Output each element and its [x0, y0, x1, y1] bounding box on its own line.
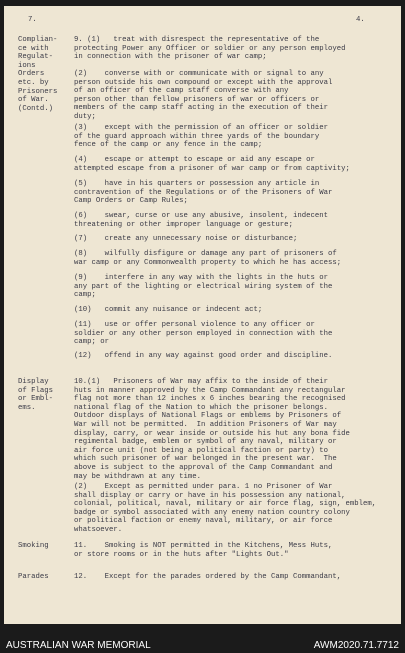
page-header-left: 7. — [28, 16, 37, 24]
regulation-paragraph: (3) except with the permission of an officer or soldier of the guard approach within three yards of the boundary fence of the camp or any fence in the camp; — [74, 124, 328, 150]
regulation-paragraph: (6) swear, curse or use any abusive, insolent, indecent threatening or other improper language or gesture; — [74, 212, 328, 229]
regulation-paragraph: (7) create any unnecessary noise or disturbance; — [74, 235, 298, 243]
footer-institution: AUSTRALIAN WAR MEMORIAL — [6, 640, 151, 651]
regulation-paragraph: 10.(1) Prisoners of War may affix to the inside of their huts in manner approved by the Camp Commandant any rectangular flag not more than 12 inches x 6 inches bearing the recognised national flag of the Nation to which the prisoner belongs. Outdoor displays of National Flags or emblems by Prisoners of War will not be permitted. In addition Prisoners of War may display, carry, or wear inside or outside his hut any bona fide regimental badge, emblem or symbol of any naval, military or air force unit (not being a political faction or party) to which such prisoner of war belonged in the present war. The above is subject to the approval of the Camp Commandant and may be withdrawn at any time. — [74, 378, 350, 481]
regulation-paragraph: (4) escape or attempt to escape or aid any escape or attempted escape from a prisoner of war camp or from captivity; — [74, 156, 350, 173]
regulation-paragraph: 11. Smoking is NOT permitted in the Kitchens, Mess Huts, or store rooms or in the huts after "Lights Out." — [74, 542, 333, 559]
archive-footer — [0, 628, 405, 653]
regulation-paragraph: (2) Except as permitted under para. 1 no Prisoner of War shall display or carry or have in his possession any national, colonial, political, naval, military or air force flag, sign, emblem, badge or symbol associated with any enemy nation country colony or political faction or enemy naval, military, or air force whatsoever. — [74, 483, 377, 534]
margin-heading: Display of Flags or Embl- ems. — [18, 378, 54, 412]
regulation-paragraph: 9. (1) treat with disrespect the representative of the protecting Power any Officer or soldier or any person employed in connection with the prisoner of war camp; — [74, 36, 346, 62]
page-number: 4. — [356, 16, 365, 24]
regulation-paragraph: (10) commit any nuisance or indecent act; — [74, 306, 263, 314]
regulation-paragraph: (8) wilfully disfigure or damage any part of prisoners of war camp or any Commonwealth property to which he has access; — [74, 250, 342, 267]
regulation-paragraph: (5) have in his quarters or possession any article in contravention of the Regulations or of the Prisoners of War Camp Orders or Camp Rules; — [74, 180, 333, 206]
regulation-paragraph: (11) use or offer personal violence to any officer or soldier or any other person employed in connection with the camp; or — [74, 321, 333, 347]
regulation-paragraph: 12. Except for the parades ordered by the Camp Commandant, — [74, 573, 342, 581]
margin-heading: Smoking — [18, 542, 49, 550]
footer-accession-number: AWM2020.71.7712 — [313, 640, 399, 651]
document-page — [4, 6, 401, 624]
regulation-paragraph: (12) offend in any way against good order and discipline. — [74, 352, 333, 360]
margin-heading: Parades — [18, 573, 49, 581]
margin-heading: Complian- ce with Regulat- ions Orders etc. by Prisoners of War. (Contd.) — [18, 36, 58, 113]
regulation-paragraph: (2) converse with or communicate with or signal to any person outside his own compound or except with the approval of an officer of the camp staff converse with any person other than fellow prisoners of war or officers or members of the camp staff acting in the execution of their duty; — [74, 70, 333, 121]
regulation-paragraph: (9) interfere in any way with the lights in the huts or any part of the lighting or electrical wiring system of the camp; — [74, 274, 333, 300]
